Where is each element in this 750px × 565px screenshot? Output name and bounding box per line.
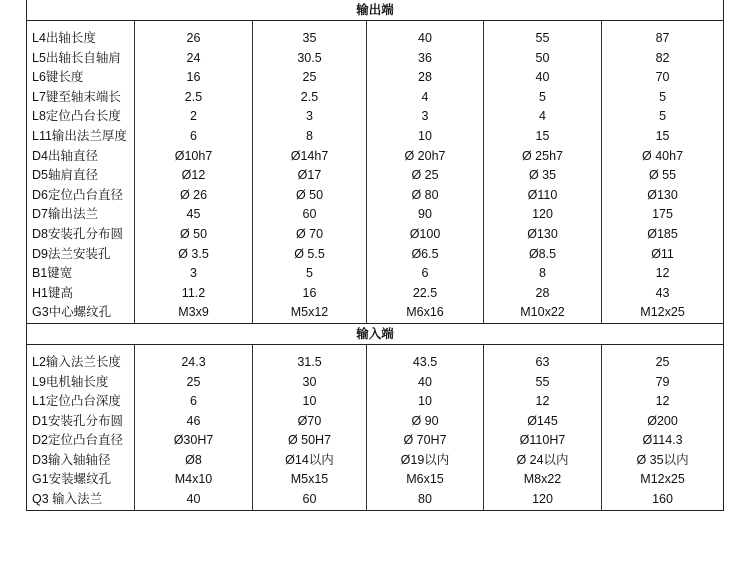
value-cell: Ø185: [647, 226, 678, 241]
value-cell: 50: [484, 49, 602, 69]
row-label: D7输出法兰: [27, 205, 135, 225]
value-cell: 3: [367, 107, 484, 127]
row-label: D1安装孔分布圆: [27, 412, 135, 432]
table-row: [27, 107, 724, 127]
table-row: [27, 186, 724, 206]
value-cell: 10: [253, 392, 367, 412]
table-row: [27, 431, 724, 451]
spacer-cell: [367, 21, 484, 30]
value-cell: 5: [659, 89, 667, 104]
spec-table: [26, 0, 724, 511]
value-cell: 120: [484, 490, 602, 510]
table-row: [27, 303, 724, 323]
value-cell: M3x9: [135, 303, 253, 323]
value-cell: 70: [655, 70, 670, 85]
value-cell: Ø12: [135, 166, 253, 186]
value-cell: Ø114.3: [642, 433, 683, 448]
input-section-header-row: [27, 323, 724, 344]
value-cell: M6x16: [367, 303, 484, 323]
value-cell: Ø 5.5: [253, 245, 367, 265]
value-cell: 175: [652, 207, 673, 222]
spacer-cell: [602, 344, 724, 353]
value-cell: Ø10h7: [135, 147, 253, 167]
value-cell: Ø 20h7: [367, 147, 484, 167]
value-cell: Ø 26: [135, 186, 253, 206]
value-cell: 12: [655, 266, 670, 281]
table-row: [27, 127, 724, 147]
row-label: D6定位凸台直径: [27, 186, 135, 206]
value-cell: 60: [253, 490, 367, 510]
value-cell: 24: [135, 49, 253, 69]
table-row: [27, 88, 724, 108]
table-row: [27, 245, 724, 265]
value-cell: Ø 40h7: [642, 148, 684, 163]
table-row: [27, 392, 724, 412]
value-cell: 45: [135, 205, 253, 225]
spacer-cell: [253, 21, 367, 30]
row-label: L4出轴长度: [27, 29, 135, 49]
value-cell: 8: [253, 127, 367, 147]
value-cell: 82: [655, 50, 670, 65]
value-cell: Ø 24以内: [484, 451, 602, 471]
value-cell: 3: [253, 107, 367, 127]
value-cell: 22.5: [367, 284, 484, 304]
value-cell: 8: [484, 264, 602, 284]
table-row: [27, 470, 724, 490]
output-section-title: 输出端: [27, 0, 724, 21]
table-row: [27, 166, 724, 186]
value-cell: 160: [652, 492, 673, 507]
table-row: [27, 353, 724, 373]
value-cell: Ø 25: [367, 166, 484, 186]
row-label: D8安装孔分布圆: [27, 225, 135, 245]
value-cell: 25: [655, 354, 670, 369]
table-row: [27, 412, 724, 432]
value-cell: 4: [367, 88, 484, 108]
value-cell: 12: [655, 394, 670, 409]
value-cell: 40: [367, 29, 484, 49]
value-cell: 30: [253, 373, 367, 393]
value-cell: Ø 25h7: [484, 147, 602, 167]
value-cell: 35: [253, 29, 367, 49]
table-row: [27, 264, 724, 284]
table-row: [27, 147, 724, 167]
spacer-cell: [367, 344, 484, 353]
value-cell: 6: [367, 264, 484, 284]
value-cell: 60: [253, 205, 367, 225]
value-cell: 16: [135, 68, 253, 88]
value-cell: Ø14h7: [253, 147, 367, 167]
value-cell: 12: [484, 392, 602, 412]
value-cell: 36: [367, 49, 484, 69]
value-cell: Ø 55: [648, 168, 677, 183]
table-row: [27, 68, 724, 88]
value-cell: M4x10: [135, 470, 253, 490]
value-cell: 30.5: [253, 49, 367, 69]
value-cell: 40: [367, 373, 484, 393]
input-section-title: 输入端: [27, 323, 724, 344]
value-cell: 80: [367, 490, 484, 510]
value-cell: 5: [659, 109, 667, 124]
value-cell: 2.5: [135, 88, 253, 108]
value-cell: Ø 35: [484, 166, 602, 186]
row-label: D5轴肩直径: [27, 166, 135, 186]
value-cell: 43.5: [367, 353, 484, 373]
row-label: L11输出法兰厚度: [27, 127, 135, 147]
value-cell: Ø19以内: [367, 451, 484, 471]
spec-table-body: [27, 0, 724, 510]
value-cell: 40: [484, 68, 602, 88]
value-cell: Ø 50: [253, 186, 367, 206]
spacer-cell: [484, 21, 602, 30]
value-cell: M5x12: [253, 303, 367, 323]
spacer-cell: [135, 21, 253, 30]
row-label: L7键至轴末端长: [27, 88, 135, 108]
row-label: L5出轴长自轴肩: [27, 49, 135, 69]
value-cell: Ø100: [367, 225, 484, 245]
spacer-cell: [135, 344, 253, 353]
value-cell: 43: [655, 285, 670, 300]
row-label: L8定位凸台长度: [27, 107, 135, 127]
spacer-cell: [602, 21, 724, 30]
table-row: [27, 451, 724, 471]
value-cell: 31.5: [253, 353, 367, 373]
value-cell: 26: [135, 29, 253, 49]
value-cell: 3: [135, 264, 253, 284]
value-cell: Ø130: [647, 187, 678, 202]
row-label: D3输入轴轴径: [27, 451, 135, 471]
spacer-cell: [27, 21, 135, 30]
value-cell: 11.2: [135, 284, 253, 304]
spacer-cell: [27, 344, 135, 353]
value-cell: Ø70: [253, 412, 367, 432]
table-row: [27, 490, 724, 510]
value-cell: Ø 50H7: [253, 431, 367, 451]
value-cell: 10: [367, 392, 484, 412]
row-label: H1键高: [27, 284, 135, 304]
value-cell: Ø8: [135, 451, 253, 471]
value-cell: 55: [484, 373, 602, 393]
value-cell: 120: [484, 205, 602, 225]
value-cell: M6x15: [367, 470, 484, 490]
row-label: D2定位凸台直径: [27, 431, 135, 451]
value-cell: 24.3: [135, 353, 253, 373]
value-cell: 25: [253, 68, 367, 88]
value-cell: 90: [367, 205, 484, 225]
row-label: L6键长度: [27, 68, 135, 88]
value-cell: Ø 90: [367, 412, 484, 432]
row-label: L1定位凸台深度: [27, 392, 135, 412]
spacer-cell: [253, 344, 367, 353]
value-cell: 28: [367, 68, 484, 88]
row-label: G1安装螺纹孔: [27, 470, 135, 490]
value-cell: Ø17: [253, 166, 367, 186]
output-section-header-row: [27, 0, 724, 21]
value-cell: Ø 35以内: [636, 452, 689, 467]
output-section-spacer: [27, 21, 724, 30]
value-cell: Ø200: [647, 413, 678, 428]
value-cell: Ø6.5: [367, 245, 484, 265]
value-cell: 2: [135, 107, 253, 127]
value-cell: Ø 50: [135, 225, 253, 245]
value-cell: Ø 70: [253, 225, 367, 245]
value-cell: Ø130: [484, 225, 602, 245]
value-cell: 87: [655, 31, 670, 45]
table-row: [27, 373, 724, 393]
spacer-cell: [484, 344, 602, 353]
value-cell: Ø145: [484, 412, 602, 432]
value-cell: Ø11: [651, 246, 674, 261]
table-row: [27, 284, 724, 304]
table-row: [27, 225, 724, 245]
value-cell: 10: [367, 127, 484, 147]
value-cell: 28: [484, 284, 602, 304]
value-cell: M5x15: [253, 470, 367, 490]
value-cell: Ø8.5: [484, 245, 602, 265]
value-cell: 15: [655, 128, 670, 143]
row-label: D4出轴直径: [27, 147, 135, 167]
value-cell: M10x22: [484, 303, 602, 323]
value-cell: Ø 3.5: [135, 245, 253, 265]
value-cell: 5: [484, 88, 602, 108]
value-cell: Ø 80: [367, 186, 484, 206]
value-cell: Ø110H7: [484, 431, 602, 451]
value-cell: Ø 70H7: [367, 431, 484, 451]
value-cell: Ø110: [484, 186, 602, 206]
row-label: B1键宽: [27, 264, 135, 284]
value-cell: 6: [135, 392, 253, 412]
value-cell: M8x22: [484, 470, 602, 490]
table-row: [27, 49, 724, 69]
value-cell: M12x25: [640, 305, 685, 320]
value-cell: 15: [484, 127, 602, 147]
value-cell: 25: [135, 373, 253, 393]
value-cell: 79: [655, 374, 670, 389]
value-cell: 2.5: [253, 88, 367, 108]
value-cell: 46: [135, 412, 253, 432]
value-cell: 40: [135, 490, 253, 510]
row-label: D9法兰安装孔: [27, 245, 135, 265]
value-cell: Ø30H7: [135, 431, 253, 451]
value-cell: 63: [484, 353, 602, 373]
row-label: Q3 输入法兰: [27, 490, 135, 510]
value-cell: 55: [484, 29, 602, 49]
value-cell: 4: [484, 107, 602, 127]
table-row: [27, 29, 724, 49]
table-row: [27, 205, 724, 225]
row-label: L9电机轴长度: [27, 373, 135, 393]
row-label: G3中心螺纹孔: [27, 303, 135, 323]
value-cell: 6: [135, 127, 253, 147]
value-cell: 16: [253, 284, 367, 304]
value-cell: Ø14以内: [253, 451, 367, 471]
input-section-spacer: [27, 344, 724, 353]
row-label: L2输入法兰长度: [27, 353, 135, 373]
value-cell: M12x25: [640, 472, 685, 487]
value-cell: 5: [253, 264, 367, 284]
